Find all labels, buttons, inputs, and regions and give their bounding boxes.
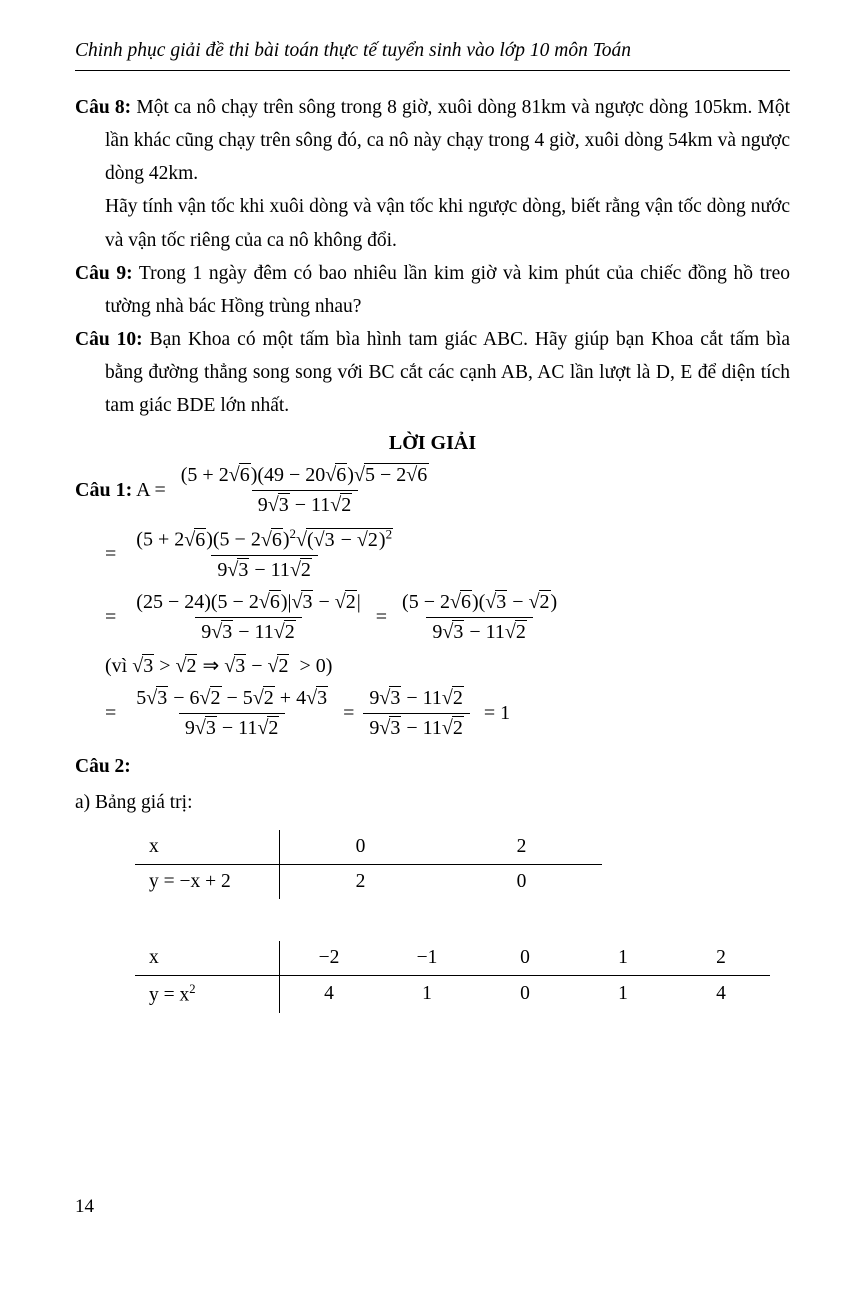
fraction (175, 464, 435, 517)
problem-text: Bạn Khoa có một tấm bìa hình tam giác ABC. Hãy giúp bạn Khoa cắt tấm bìa bằng đường thẳng song song với BC cắt các cạnh AB, AC lần lượt là D, E để diện tích tam giác BDE lớn nhất. (105, 328, 791, 417)
square-root: √2 (257, 717, 279, 740)
table-cell: −2 (280, 941, 379, 976)
problem-text: Trong 1 ngày đêm có bao nhiêu lần kim giờ và kim phút của chiếc đồng hồ treo tường nhà bác Hồng trùng nhau? (105, 262, 790, 317)
problem-cau10 (75, 323, 790, 422)
fraction-denominator: 9√3 − 11√2 (179, 713, 286, 740)
square-root: √3 (267, 494, 289, 517)
square-root: √3 (224, 655, 246, 678)
square-root: √2 (334, 591, 356, 614)
square-root: √6 (258, 591, 280, 614)
fraction-denominator: 9√3 − 11√2 (252, 490, 359, 517)
page-number: 14 (75, 1196, 94, 1217)
square-root: √3 (442, 621, 464, 644)
square-root: √3 (227, 559, 249, 582)
equation-text: = 1 (473, 702, 511, 725)
table-cell: 4 (324, 983, 334, 1005)
square-root: √2 (528, 591, 550, 614)
table-cell: 2 (672, 941, 770, 976)
equation-line (75, 687, 790, 740)
problem-cau9 (75, 257, 790, 323)
value-table-parabola (135, 941, 770, 1013)
fraction (130, 526, 399, 582)
square-root: √3 (146, 687, 168, 710)
equation-line (75, 526, 790, 582)
square-root: √2 (199, 687, 221, 710)
table-cell: 0 (520, 983, 530, 1005)
square-root: √2 (356, 529, 378, 552)
table-cell: 2 (441, 830, 602, 865)
solution-heading: LỜI GIẢI (388, 432, 477, 455)
problem-label: Câu 1: (75, 479, 133, 502)
equation-line (75, 653, 790, 678)
square-root: √2 (441, 717, 463, 740)
square-root: √2 (441, 687, 463, 710)
paragraph (75, 257, 790, 323)
fraction-denominator: 9√3 − 11√2 (426, 617, 533, 644)
square-root: √2 (330, 494, 352, 517)
square-root: √3 (485, 591, 507, 614)
square-root: √6 (325, 464, 347, 487)
square-root: √2 (175, 655, 197, 678)
page-body (75, 91, 790, 1013)
table-cell: 1 (618, 983, 628, 1005)
paragraph (75, 323, 790, 422)
solution-cau2-label: Câu 2: (75, 756, 131, 778)
square-root: √2 (267, 655, 289, 678)
paragraph (75, 91, 790, 190)
fraction-numerator: (25 − 24)(5 − 2√6)|√3 − √2| (136, 591, 361, 614)
equation-text: = (105, 542, 127, 565)
square-root: √3 (306, 687, 328, 710)
square-root: √6 (260, 529, 282, 552)
square-root: √6 (406, 464, 428, 487)
problem-label: Câu 9: (75, 262, 133, 284)
table-row (135, 830, 602, 865)
fraction-numerator: (5 − 2√6)(√3 − √2) (402, 591, 558, 614)
table-cell: 1 (574, 941, 672, 976)
table-row-label: $y = x^2$ (135, 976, 280, 1013)
fraction-denominator: 9√3 − 11√2 (195, 617, 302, 644)
square-root: √3 (379, 687, 401, 710)
table-cell: 0 (476, 941, 574, 976)
problem-cau8 (75, 91, 790, 257)
fraction-denominator: 9√3 − 11√2 (211, 555, 318, 582)
table-cell: 4 (716, 983, 726, 1005)
square-root: √2 (252, 687, 274, 710)
square-root: √2 (273, 621, 295, 644)
equation-text: = (338, 702, 360, 725)
square-root: √2 (504, 621, 526, 644)
square-root: √3 (194, 717, 216, 740)
equation-text: A = (132, 479, 171, 502)
table-cell: 0 (280, 830, 442, 865)
fraction-numerator: 5√3 − 6√2 − 5√2 + 4√3 (136, 687, 328, 710)
square-root: √3 (379, 717, 401, 740)
problem-label: Câu 8: (75, 97, 132, 118)
equation-text: = (105, 606, 127, 629)
square-root: √3 (313, 529, 335, 552)
equation-line (75, 591, 790, 644)
equation-text: = (370, 606, 393, 629)
problem-label: Câu 10: (75, 328, 143, 350)
part-a-label: a) Bảng giá trị: (75, 792, 193, 814)
fraction (130, 591, 366, 644)
table-row (135, 941, 770, 976)
table-row (135, 976, 770, 1013)
fraction-denominator: 9√3 − 11√2 (363, 713, 470, 740)
equation-text: = (105, 702, 127, 725)
table-row-label: x (135, 830, 280, 865)
problem-text: Một ca nô chạy trên sông trong 8 giờ, xuôi dòng 81km và ngược dòng 105km. Một lần khác cũng chạy trên sông đó, ca nô này chạy trong 4 giờ, xuôi dòng 54km và ngược dòng 42km. (105, 97, 791, 185)
fraction-numerator: $(5 + 2√6)(5 - 2√6)^2√(√3 - √2)^2$ (136, 526, 393, 552)
value-table-linear (135, 830, 602, 899)
fraction-numerator: 9√3 − 11√2 (369, 687, 463, 710)
paragraph: Hãy tính vận tốc khi xuôi dòng và vận tốc khi ngược dòng, biết rằng vận tốc dòng nước và vận tốc riêng của ca nô không đổi. (105, 196, 790, 251)
square-root: √5 − 2√6 (353, 464, 428, 487)
equation-line (75, 464, 790, 517)
equation-text: (vì √3 > √2 ⇒ √3 − √2 > 0) (105, 655, 333, 678)
table-cell: 1 (422, 983, 432, 1005)
square-root: $√(√3 - √2)^2$ (295, 526, 393, 552)
square-root: √6 (228, 464, 250, 487)
table-row-label: y = −x + 2 (135, 865, 280, 900)
table-cell: 2 (355, 871, 366, 893)
square-root: √6 (449, 591, 471, 614)
solution-cau1-equations (75, 464, 790, 740)
fraction (396, 591, 563, 644)
fraction (130, 687, 334, 740)
square-root: √6 (184, 529, 206, 552)
fraction (363, 687, 470, 740)
table-cell: −1 (378, 941, 476, 976)
square-root: √2 (289, 559, 311, 582)
table-row-label: x (135, 941, 280, 976)
square-root: √3 (291, 591, 313, 614)
square-root: √3 (211, 621, 233, 644)
square-root: √3 (132, 655, 154, 678)
fraction-numerator: (5 + 2√6)(49 − 20√6)√5 − 2√6 (180, 464, 428, 487)
table-cell: 0 (516, 871, 527, 893)
running-header: Chinh phục giải đề thi bài toán thực tế tuyển sinh vào lớp 10 môn Toán (75, 40, 790, 71)
table-row (135, 865, 602, 900)
